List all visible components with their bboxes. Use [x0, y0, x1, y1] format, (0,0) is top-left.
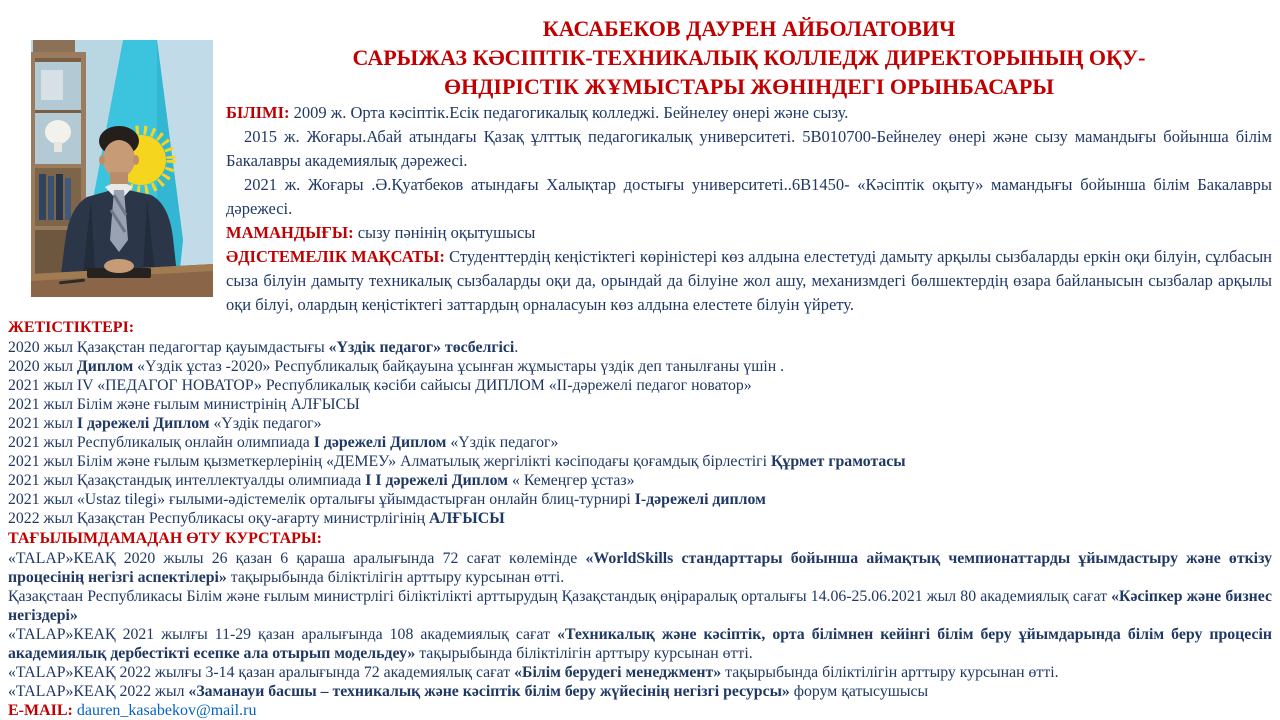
courses-heading: ТАҒЫЛЫМДАМАДАН ӨТУ КУРСТАРЫ: [8, 530, 322, 547]
email-label: E-MAIL: [8, 702, 73, 719]
list-item: КАСАБЕКОВ ДАУРЕН АЙБОЛАТОВИЧ [542, 16, 956, 41]
education-paragraph-2: 2015 ж. Жоғары.Абай атындағы Қазақ ұлттық педагогикалық университеті. 5В010700-Бейнелеу өнері және сызу мамандығы бойынша білім Бакалавры академиялық дәрежесі. [226, 127, 1272, 170]
list-item: 2021 жыл Республикалық онлайн олимпиада І дәрежелі Диплом «Үздік педагог» [8, 434, 559, 451]
list-item: 2021 жыл IV «ПЕДАГОГ НОВАТОР» Республикалық кәсіби сайысы ДИПЛОМ «ІІ-дәрежелі педагог новатор» [8, 377, 752, 394]
list-item: 2021 жыл Білім және ғылым қызметкерлерінің «ДЕМЕУ» Алматылық жергілікті кәсіподағы қоғамдық бірлестігі Құрмет грамотасы [8, 453, 906, 470]
list-item: «TALAP»КЕАҚ 2022 жыл «Заманауи басшы – техникалық және кәсіптік білім беру жүйесінің негізгі ресурсы» форум қатысушысы [8, 683, 929, 700]
achievements-list [8, 338, 1272, 528]
list-item: 2021 жыл Қазақстандық интеллектуалды олимпиада І І дәрежелі Диплом « Кемеңгер ұстаз» [8, 472, 635, 489]
education-paragraph-1: БІЛІМІ: 2009 ж. Орта кәсіптік.Есік педагогикалық колледжі. Бейнелеу өнері және сызу. [226, 103, 849, 122]
list-item: Қазақстаан Республикасы Білім және ғылым министрлігі біліктілікті арттырудың Қазақстандық өңіраралық орталығы 14.06-25.06.2021 жыл 80 академиялық сағат «Кәсіпкер және бизнес негіздері» [8, 588, 1272, 624]
list-item: «TALAP»КЕАҚ 2020 жылы 26 қазан 6 қараша аралығында 72 сағат көлемінде «WorldSkills стандарттары бойынша аймақтық чемпионаттарды ұйымдастыру және өткізу процесінің негізгі аспектілері» тақырыбында біліктілігін арттыру курсынан өтті. [8, 550, 1272, 586]
list-item: 2020 жыл Қазақстан педагогтар қауымдастығы «Үздік педагог» төсбелгісі. [8, 339, 519, 356]
list-item: 2020 жыл Диплом «Үздік ұстаз -2020» Республикалық байқауына ұсынған жұмыстары үздік деп танылғаны үшін . [8, 358, 785, 375]
list-item: 2021 жыл Білім және ғылым министрінің АЛҒЫСЫ [8, 396, 360, 413]
list-item: САРЫЖАЗ КӘСІПТІК-ТЕХНИКАЛЫҚ КОЛЛЕДЖ ДИРЕКТОРЫНЫҢ ОҚУ- [352, 45, 1146, 70]
list-item: 2022 жыл Қазақстан Республикасы оқу-ағарту министрлігінің АЛҒЫСЫ [8, 510, 505, 527]
email-line [8, 701, 1272, 720]
list-item: ӨНДІРІСТІК ЖҰМЫСТАРЫ ЖӨНІНДЕГІ ОРЫНБАСАРЫ [444, 74, 1054, 99]
list-item: «TALAP»КЕАҚ 2021 жылғы 11-29 қазан аралығында 108 академиялық сағат «Техникалық және кәсіптік, орта білімнен кейінгі білім беру ұйымдарында білім беру процесін академиялық дербестікті есепке ала отырып модельдеу» тақырыбында біліктілігін арттыру курсынан өтті. [8, 626, 1272, 662]
list-item: 2021 жыл І дәрежелі Диплом «Үздік педагог» [8, 415, 322, 432]
portrait-image [31, 40, 213, 297]
email-address[interactable]: dauren_kasabekov@mail.ru [76, 702, 257, 719]
education-paragraph-3: 2021 ж. Жоғары .Ә.Қуатбеков атындағы Халықтар достығы университеті..6В1450- «Кәсіптік оқыту» мамандығы бойынша білім Бакалавры дәрежесі. [226, 175, 1272, 218]
list-item: 2021 жыл «Ustaz tilegi» ғылыми-әдістемелік орталығы ұйымдастырған онлайн блиц-турнирі І-дәрежелі диплом [8, 491, 766, 508]
courses-list [8, 549, 1272, 701]
achievements-heading: ЖЕТІСТІКТЕРІ: [8, 319, 135, 336]
list-item: «TALAP»КЕАҚ 2022 жылғы 3-14 қазан аралығында 72 академиялық сағат «Білім берудегі менеджмент» тақырыбында біліктілігін арттыру курсынан өтті. [8, 664, 1059, 681]
methodology-paragraph: ӘДІСТЕМЕЛІК МАҚСАТЫ: Студенттердің кеңістіктегі көріністері көз алдына елестетуді дамыту арқылы сызбаларды еркін оқи білуін, сұлбасын сыза білуін дамыту техникалық сызбаларды оқи да, орындай да білуіне жол ашу, механизмдегі бөлшектердің өзара байланысын сызбалар арқылы оқи білуі, олардың кеңістіктегі заттардың орналасуын көз алдына елестете білуін үйрету. [226, 247, 1272, 314]
profile-photo [31, 40, 213, 297]
specialty-line: МАМАНДЫҒЫ: сызу пәнінің оқытушысы [226, 223, 536, 242]
